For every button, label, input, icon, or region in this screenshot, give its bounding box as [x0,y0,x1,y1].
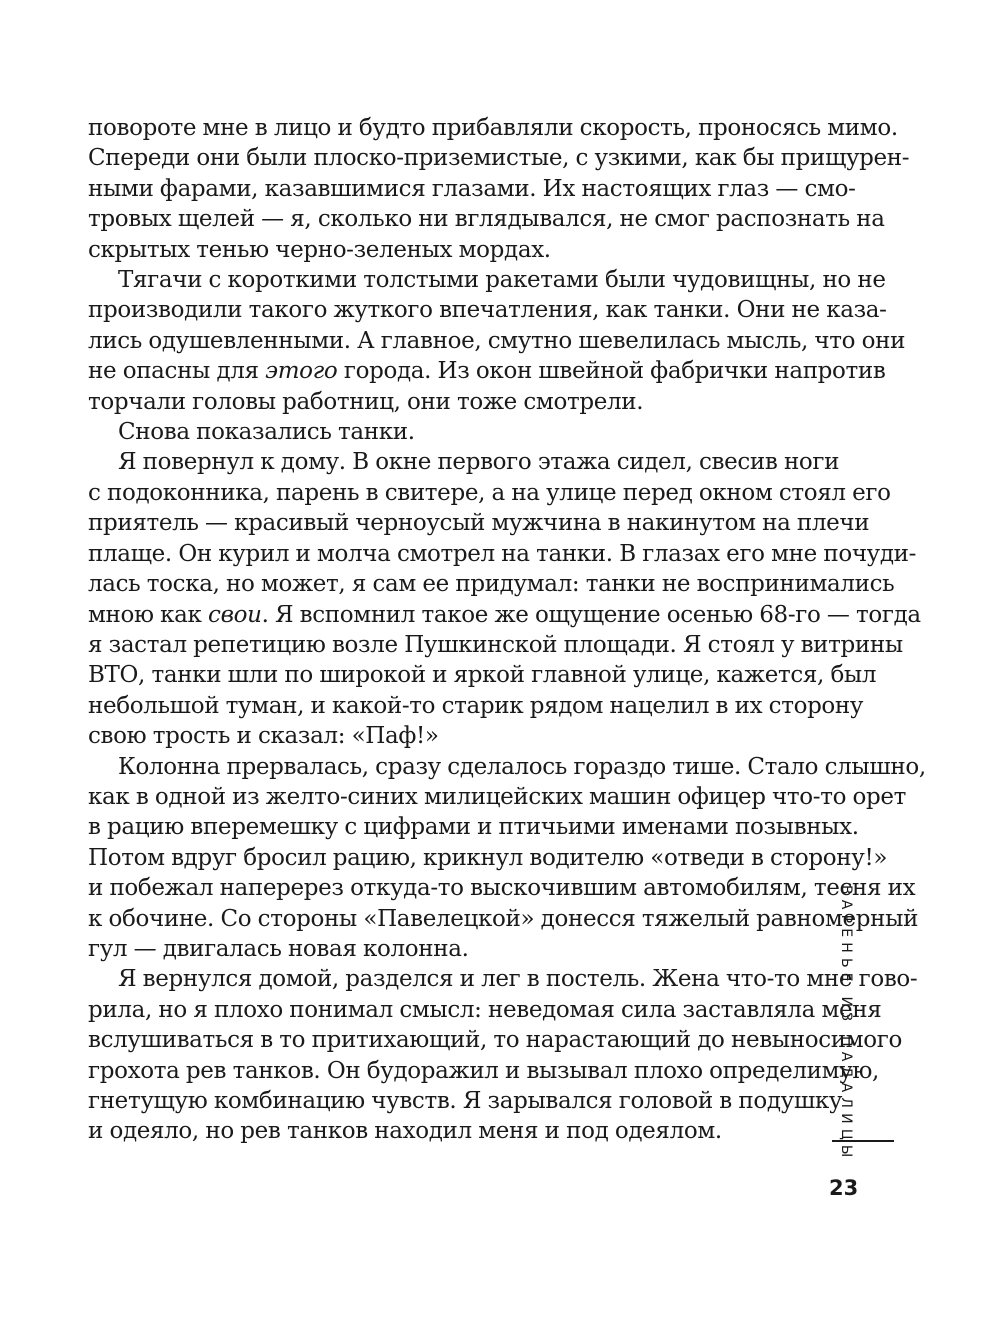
text-line: грохота рев танков. Он будоражил и вызывал плохо определимую, [88,1057,879,1084]
text-line: Потом вдруг бросил рацию, крикнул водителю «отведи в сторону!» [88,844,888,871]
text-line: рила, но я плохо понимал смысл: неведомая сила заставляла меня [88,996,882,1023]
text-line: ВТО, танки шли по широкой и яркой главной улице, кажется, был [88,662,877,689]
divider [832,1140,894,1142]
page-number: 23 [829,1176,859,1200]
text-line: Я повернул к дому. В окне первого этажа сидел, свесив ноги [118,449,840,476]
text-line: приятель — красивый черноусый мужчина в накинутом на плечи [88,510,870,537]
text-line: Тягачи с короткими толстыми ракетами были чудовищны, но не [118,267,886,294]
text-line: Я вернулся домой, разделся и лег в постель. Жена что-то мне гово- [118,966,918,993]
text-line: ными фарами, казавшимися глазами. Их настоящих глаз — смо- [88,175,856,202]
text-line [88,356,886,386]
text-fragment: мною как [88,601,209,628]
text-line: и одеяло, но рев танков находил меня и под одеялом. [88,1118,722,1145]
text-line: гнетущую комбинацию чувств. Я зарывался головой в подушку [88,1088,843,1114]
text-fragment: не опасны для [88,358,266,385]
text-line: тровых щелей — я, сколько ни вглядывался, не смог распознать на [88,206,885,233]
text-line: Спереди они были плоско-приземистые, с узкими, как бы прищурен- [88,145,910,172]
text-line: с подоконника, парень в свитере, а на улице перед окном стоял его [88,479,891,506]
text-line: как в одной из желто-синих милицейских машин офицер что-то орет [88,783,907,810]
text-line: лись одушевленными. А главное, смутно шевелилась мысль, что они [88,327,906,354]
text-line: лась тоска, но может, я сам ее придумал: танки не воспринимались [88,571,895,598]
text-line: Снова показались танки. [118,419,415,446]
text-line: гул — двигалась новая колонна. [88,935,469,962]
italic-word: свои [208,601,262,628]
text-line: свою трость и сказал: «Паф!» [88,723,439,750]
text-line: в рацию вперемешку с цифрами и птичьими именами позывных. [88,814,859,841]
text-line: повороте мне в лицо и будто прибавляли скорость, проносясь мимо. [88,115,898,141]
text-line: производили такого жуткого впечатления, как танки. Они не каза- [88,297,887,324]
text-line: Колонна прервалась, сразу сделалось гораздо тише. Стало слышно, [118,753,926,780]
text-line: небольшой туман, и какой-то старик рядом нацелил в их сторону [88,692,864,719]
text-line: вслушиваться в то притихающий, то нарастающий до невыносимого [88,1027,902,1054]
running-head: ВАРЕНЬЕ ИЗ ПАДАЛИЦЫ [838,885,854,1163]
italic-word: этого [265,358,338,385]
text-line: плаще. Он курил и молча смотрел на танки. В глазах его мне почуди- [88,540,917,567]
text-fragment: . Я вспомнил такое же ощущение осенью 68-го — тогда [261,601,921,628]
text-fragment: города. Из окон швейной фабрички напротив [337,358,886,385]
text-line: торчали головы работниц, они тоже смотрели. [88,388,644,415]
text-line: скрытых тенью черно-зеленых мордах. [88,236,551,263]
text-line: я застал репетицию возле Пушкинской площади. Я стоял у витрины [88,631,903,658]
text-line: к обочине. Со стороны «Павелецкой» донесся тяжелый равномерный [88,905,919,932]
text-line: и побежал наперерез откуда-то выскочившим автомобилям, тесня их [88,875,916,902]
text-line [88,600,921,630]
